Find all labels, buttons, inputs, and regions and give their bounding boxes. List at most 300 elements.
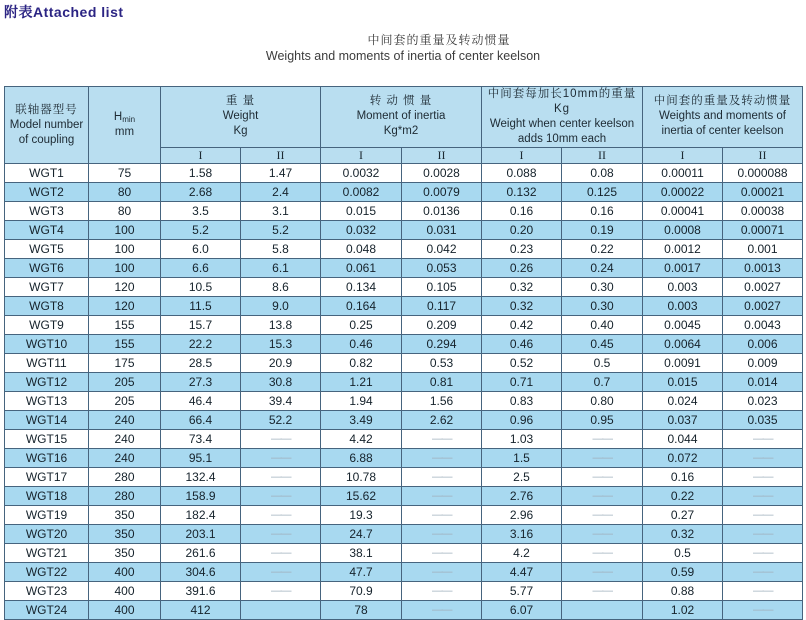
- value-cell: 78: [321, 601, 402, 620]
- value-cell: 6.1: [241, 259, 321, 278]
- table-row: [5, 373, 803, 392]
- table-row: [5, 544, 803, 563]
- value-cell: 95.1: [161, 449, 241, 468]
- value-cell: 0.16: [643, 468, 723, 487]
- value-cell: 120: [89, 297, 161, 316]
- table-row: [5, 449, 803, 468]
- value-cell: 0.23: [482, 240, 562, 259]
- value-cell: ——: [723, 487, 803, 506]
- value-cell: 0.014: [723, 373, 803, 392]
- model-cell: WGT19: [5, 506, 89, 525]
- value-cell: 0.83: [482, 392, 562, 411]
- page-title: 附表Attached list: [4, 4, 124, 20]
- table-header: [5, 87, 803, 164]
- table-row: [5, 164, 803, 183]
- model-cell: WGT9: [5, 316, 89, 335]
- value-cell: 80: [89, 202, 161, 221]
- value-cell: ——: [402, 449, 482, 468]
- value-cell: ——: [562, 506, 643, 525]
- value-cell: ——: [402, 430, 482, 449]
- value-cell: 0.40: [562, 316, 643, 335]
- value-cell: 0.031: [402, 221, 482, 240]
- value-cell: ——: [562, 563, 643, 582]
- value-cell: 0.82: [321, 354, 402, 373]
- col-header-hmin: [89, 87, 161, 164]
- value-cell: 0.20: [482, 221, 562, 240]
- model-cell: WGT14: [5, 411, 89, 430]
- value-cell: 0.0012: [643, 240, 723, 259]
- value-cell: ——: [562, 468, 643, 487]
- value-cell: 158.9: [161, 487, 241, 506]
- model-cell: WGT5: [5, 240, 89, 259]
- value-cell: 0.80: [562, 392, 643, 411]
- model-cell: WGT24: [5, 601, 89, 620]
- value-cell: 2.76: [482, 487, 562, 506]
- value-cell: 0.0091: [643, 354, 723, 373]
- value-cell: 0.0045: [643, 316, 723, 335]
- model-cell: WGT23: [5, 582, 89, 601]
- value-cell: ——: [562, 449, 643, 468]
- value-cell: 0.00021: [723, 183, 803, 202]
- value-cell: 2.96: [482, 506, 562, 525]
- value-cell: 0.22: [562, 240, 643, 259]
- value-cell: ——: [241, 582, 321, 601]
- value-cell: 0.16: [482, 202, 562, 221]
- value-cell: ——: [402, 468, 482, 487]
- value-cell: 205: [89, 373, 161, 392]
- value-cell: 20.9: [241, 354, 321, 373]
- value-cell: 22.2: [161, 335, 241, 354]
- hmin-symbol: Hmin: [113, 111, 136, 124]
- value-cell: 280: [89, 468, 161, 487]
- value-cell: ——: [402, 487, 482, 506]
- value-cell: ——: [723, 601, 803, 620]
- col-header-moment-unit: Kg*m2: [383, 125, 419, 138]
- model-cell: WGT17: [5, 468, 89, 487]
- value-cell: ——: [562, 582, 643, 601]
- value-cell: 0.19: [562, 221, 643, 240]
- value-cell: ——: [241, 468, 321, 487]
- value-cell: ——: [241, 487, 321, 506]
- value-cell: ——: [562, 544, 643, 563]
- value-cell: ——: [241, 525, 321, 544]
- hmin-subscript: min: [122, 115, 136, 124]
- value-cell: 0.0032: [321, 164, 402, 183]
- value-cell: 0.81: [402, 373, 482, 392]
- table-row: [5, 278, 803, 297]
- value-cell: 350: [89, 525, 161, 544]
- value-cell: 0.00038: [723, 202, 803, 221]
- col-header-weight-en: Weight: [222, 110, 259, 123]
- col-header-model-zh: 联轴器型号: [15, 103, 78, 116]
- value-cell: 0.24: [562, 259, 643, 278]
- col-header-model: [5, 87, 89, 164]
- col-header-keelson-add-en2: adds 10mm each: [517, 132, 607, 145]
- table-row: [5, 316, 803, 335]
- value-cell: 0.294: [402, 335, 482, 354]
- value-cell: 0.52: [482, 354, 562, 373]
- value-cell: ——: [723, 563, 803, 582]
- value-cell: 0.037: [643, 411, 723, 430]
- value-cell: ——: [241, 449, 321, 468]
- value-cell: ——: [723, 582, 803, 601]
- value-cell: 80: [89, 183, 161, 202]
- value-cell: ——: [402, 506, 482, 525]
- model-cell: WGT6: [5, 259, 89, 278]
- value-cell: 19.3: [321, 506, 402, 525]
- value-cell: 0.32: [482, 278, 562, 297]
- table-row: [5, 487, 803, 506]
- value-cell: 24.7: [321, 525, 402, 544]
- value-cell: 400: [89, 563, 161, 582]
- value-cell: 0.7: [562, 373, 643, 392]
- value-cell: 0.08: [562, 164, 643, 183]
- subtitle-english: Weights and moments of inertia of center keelson: [265, 49, 541, 63]
- value-cell: 0.22: [643, 487, 723, 506]
- model-cell: WGT1: [5, 164, 89, 183]
- value-cell: 0.164: [321, 297, 402, 316]
- value-cell: 0.0027: [723, 297, 803, 316]
- hmin-unit: mm: [114, 126, 135, 139]
- model-cell: WGT11: [5, 354, 89, 373]
- value-cell: ——: [723, 506, 803, 525]
- value-cell: ——: [723, 468, 803, 487]
- subcol-keelson-add-ii: II: [562, 147, 643, 164]
- value-cell: 73.4: [161, 430, 241, 449]
- value-cell: 412: [161, 601, 241, 620]
- table-row: [5, 430, 803, 449]
- model-cell: WGT15: [5, 430, 89, 449]
- table-row: [5, 259, 803, 278]
- value-cell: 0.117: [402, 297, 482, 316]
- value-cell: 0.072: [643, 449, 723, 468]
- value-cell: 47.7: [321, 563, 402, 582]
- col-header-weights-moments: [643, 87, 803, 148]
- value-cell: 1.58: [161, 164, 241, 183]
- value-cell: 240: [89, 449, 161, 468]
- value-cell: 205: [89, 392, 161, 411]
- value-cell: ——: [241, 563, 321, 582]
- value-cell: 0.46: [482, 335, 562, 354]
- keelson-table: [4, 86, 803, 620]
- subcol-weight-ii: II: [241, 147, 321, 164]
- value-cell: ——: [241, 430, 321, 449]
- value-cell: ——: [241, 506, 321, 525]
- value-cell: 1.03: [482, 430, 562, 449]
- value-cell: 0.132: [482, 183, 562, 202]
- value-cell: 0.105: [402, 278, 482, 297]
- value-cell: 2.62: [402, 411, 482, 430]
- value-cell: 0.053: [402, 259, 482, 278]
- value-cell: 0.5: [643, 544, 723, 563]
- value-cell: 0.088: [482, 164, 562, 183]
- value-cell: 0.27: [643, 506, 723, 525]
- value-cell: 5.2: [161, 221, 241, 240]
- value-cell: 8.6: [241, 278, 321, 297]
- value-cell: 10.5: [161, 278, 241, 297]
- model-cell: WGT4: [5, 221, 89, 240]
- value-cell: 3.1: [241, 202, 321, 221]
- value-cell: 1.5: [482, 449, 562, 468]
- value-cell: [241, 601, 321, 620]
- value-cell: 6.6: [161, 259, 241, 278]
- subcol-moment-ii: II: [402, 147, 482, 164]
- model-cell: WGT7: [5, 278, 89, 297]
- value-cell: 0.00041: [643, 202, 723, 221]
- value-cell: ——: [562, 487, 643, 506]
- value-cell: 0.001: [723, 240, 803, 259]
- value-cell: 0.0013: [723, 259, 803, 278]
- model-cell: WGT3: [5, 202, 89, 221]
- value-cell: 9.0: [241, 297, 321, 316]
- value-cell: 0.95: [562, 411, 643, 430]
- value-cell: ——: [723, 525, 803, 544]
- value-cell: 0.32: [482, 297, 562, 316]
- value-cell: 1.02: [643, 601, 723, 620]
- col-header-keelson-add-en1: Weight when center keelson: [489, 117, 635, 130]
- value-cell: 2.5: [482, 468, 562, 487]
- table-row: [5, 354, 803, 373]
- value-cell: 0.209: [402, 316, 482, 335]
- value-cell: 0.53: [402, 354, 482, 373]
- col-header-keelson-add: [482, 87, 643, 148]
- value-cell: 304.6: [161, 563, 241, 582]
- col-header-model-en1: Model number: [9, 118, 84, 131]
- value-cell: 0.044: [643, 430, 723, 449]
- col-header-weights-moments-en2: inertia of center keelson: [661, 125, 784, 138]
- value-cell: 0.015: [321, 202, 402, 221]
- value-cell: 0.88: [643, 582, 723, 601]
- value-cell: [562, 601, 643, 620]
- col-header-keelson-add-zh: 中间套每加长10mm的重量 Kg: [487, 88, 637, 115]
- table-row: [5, 392, 803, 411]
- value-cell: 0.032: [321, 221, 402, 240]
- table-row: [5, 183, 803, 202]
- value-cell: 3.16: [482, 525, 562, 544]
- value-cell: ——: [241, 544, 321, 563]
- value-cell: 0.000088: [723, 164, 803, 183]
- value-cell: 240: [89, 430, 161, 449]
- model-cell: WGT21: [5, 544, 89, 563]
- value-cell: 0.32: [643, 525, 723, 544]
- value-cell: 0.59: [643, 563, 723, 582]
- col-header-moment-en: Moment of inertia: [356, 110, 446, 123]
- value-cell: 0.0028: [402, 164, 482, 183]
- model-cell: WGT18: [5, 487, 89, 506]
- value-cell: 0.42: [482, 316, 562, 335]
- model-cell: WGT20: [5, 525, 89, 544]
- value-cell: 100: [89, 240, 161, 259]
- value-cell: 0.0017: [643, 259, 723, 278]
- value-cell: 0.006: [723, 335, 803, 354]
- value-cell: 0.00071: [723, 221, 803, 240]
- value-cell: 15.62: [321, 487, 402, 506]
- value-cell: 1.94: [321, 392, 402, 411]
- value-cell: 100: [89, 221, 161, 240]
- value-cell: ——: [402, 582, 482, 601]
- value-cell: 350: [89, 544, 161, 563]
- value-cell: 0.125: [562, 183, 643, 202]
- value-cell: 4.2: [482, 544, 562, 563]
- value-cell: 0.042: [402, 240, 482, 259]
- value-cell: 120: [89, 278, 161, 297]
- value-cell: 0.024: [643, 392, 723, 411]
- subcol-weights-moments-ii: II: [723, 147, 803, 164]
- model-cell: WGT2: [5, 183, 89, 202]
- col-header-model-en2: of coupling: [18, 133, 75, 146]
- value-cell: 0.003: [643, 278, 723, 297]
- value-cell: 1.47: [241, 164, 321, 183]
- value-cell: 0.25: [321, 316, 402, 335]
- value-cell: 0.30: [562, 278, 643, 297]
- value-cell: 15.7: [161, 316, 241, 335]
- value-cell: 0.0027: [723, 278, 803, 297]
- value-cell: 391.6: [161, 582, 241, 601]
- value-cell: 15.3: [241, 335, 321, 354]
- value-cell: 6.07: [482, 601, 562, 620]
- value-cell: 0.0079: [402, 183, 482, 202]
- value-cell: 203.1: [161, 525, 241, 544]
- value-cell: ——: [562, 525, 643, 544]
- value-cell: 0.30: [562, 297, 643, 316]
- model-cell: WGT13: [5, 392, 89, 411]
- value-cell: 0.46: [321, 335, 402, 354]
- value-cell: 0.0064: [643, 335, 723, 354]
- table-row: [5, 411, 803, 430]
- value-cell: 155: [89, 335, 161, 354]
- table-row: [5, 563, 803, 582]
- value-cell: 0.048: [321, 240, 402, 259]
- value-cell: 1.21: [321, 373, 402, 392]
- value-cell: 0.023: [723, 392, 803, 411]
- value-cell: 11.5: [161, 297, 241, 316]
- col-header-weight-zh: 重 量: [225, 95, 256, 108]
- value-cell: ——: [402, 544, 482, 563]
- value-cell: 0.16: [562, 202, 643, 221]
- subtitle-chinese: 中间套的重量及转动惯量: [367, 33, 511, 47]
- value-cell: ——: [402, 525, 482, 544]
- value-cell: 0.00011: [643, 164, 723, 183]
- subcol-moment-i: I: [321, 147, 402, 164]
- value-cell: 182.4: [161, 506, 241, 525]
- model-cell: WGT16: [5, 449, 89, 468]
- model-cell: WGT8: [5, 297, 89, 316]
- value-cell: 5.8: [241, 240, 321, 259]
- value-cell: 240: [89, 411, 161, 430]
- value-cell: 0.96: [482, 411, 562, 430]
- value-cell: 4.42: [321, 430, 402, 449]
- value-cell: 0.061: [321, 259, 402, 278]
- value-cell: 0.015: [643, 373, 723, 392]
- table-row: [5, 297, 803, 316]
- subcol-weights-moments-i: I: [643, 147, 723, 164]
- table-row: [5, 202, 803, 221]
- value-cell: 27.3: [161, 373, 241, 392]
- value-cell: 66.4: [161, 411, 241, 430]
- col-header-weight: [161, 87, 321, 148]
- value-cell: ——: [723, 430, 803, 449]
- header-main-row: [5, 87, 803, 148]
- value-cell: 13.8: [241, 316, 321, 335]
- col-header-moment: [321, 87, 482, 148]
- value-cell: 0.00022: [643, 183, 723, 202]
- subcol-weight-i: I: [161, 147, 241, 164]
- value-cell: 75: [89, 164, 161, 183]
- table-row: [5, 221, 803, 240]
- value-cell: 0.0008: [643, 221, 723, 240]
- model-cell: WGT10: [5, 335, 89, 354]
- value-cell: 0.035: [723, 411, 803, 430]
- col-header-moment-zh: 转 动 惯 量: [369, 95, 433, 108]
- value-cell: 46.4: [161, 392, 241, 411]
- col-header-weights-moments-zh: 中间套的重量及转动惯量: [653, 95, 792, 108]
- value-cell: ——: [402, 601, 482, 620]
- value-cell: 155: [89, 316, 161, 335]
- value-cell: 2.68: [161, 183, 241, 202]
- value-cell: 10.78: [321, 468, 402, 487]
- value-cell: 0.26: [482, 259, 562, 278]
- table-row: [5, 240, 803, 259]
- value-cell: 30.8: [241, 373, 321, 392]
- table-row: [5, 468, 803, 487]
- value-cell: 0.003: [643, 297, 723, 316]
- value-cell: 38.1: [321, 544, 402, 563]
- value-cell: 0.71: [482, 373, 562, 392]
- value-cell: 6.0: [161, 240, 241, 259]
- value-cell: 0.5: [562, 354, 643, 373]
- col-header-weights-moments-en1: Weights and moments of: [659, 110, 787, 123]
- col-header-weight-unit: Kg: [233, 125, 248, 138]
- value-cell: 132.4: [161, 468, 241, 487]
- table-row: [5, 506, 803, 525]
- value-cell: 0.0136: [402, 202, 482, 221]
- value-cell: 39.4: [241, 392, 321, 411]
- value-cell: ——: [402, 563, 482, 582]
- value-cell: 28.5: [161, 354, 241, 373]
- value-cell: 2.4: [241, 183, 321, 202]
- value-cell: 400: [89, 582, 161, 601]
- value-cell: 6.88: [321, 449, 402, 468]
- value-cell: 3.5: [161, 202, 241, 221]
- value-cell: 52.2: [241, 411, 321, 430]
- value-cell: 350: [89, 506, 161, 525]
- value-cell: ——: [723, 544, 803, 563]
- value-cell: 0.009: [723, 354, 803, 373]
- value-cell: 0.45: [562, 335, 643, 354]
- value-cell: ——: [723, 449, 803, 468]
- value-cell: 400: [89, 601, 161, 620]
- value-cell: 175: [89, 354, 161, 373]
- value-cell: 0.0082: [321, 183, 402, 202]
- model-cell: WGT12: [5, 373, 89, 392]
- table-row: [5, 525, 803, 544]
- value-cell: 70.9: [321, 582, 402, 601]
- value-cell: 4.47: [482, 563, 562, 582]
- value-cell: 261.6: [161, 544, 241, 563]
- table-row: [5, 601, 803, 620]
- model-cell: WGT22: [5, 563, 89, 582]
- table-row: [5, 582, 803, 601]
- value-cell: ——: [562, 430, 643, 449]
- value-cell: 1.56: [402, 392, 482, 411]
- value-cell: 0.0043: [723, 316, 803, 335]
- value-cell: 5.2: [241, 221, 321, 240]
- value-cell: 280: [89, 487, 161, 506]
- table-body: [5, 164, 803, 620]
- value-cell: 5.77: [482, 582, 562, 601]
- subcol-keelson-add-i: I: [482, 147, 562, 164]
- value-cell: 3.49: [321, 411, 402, 430]
